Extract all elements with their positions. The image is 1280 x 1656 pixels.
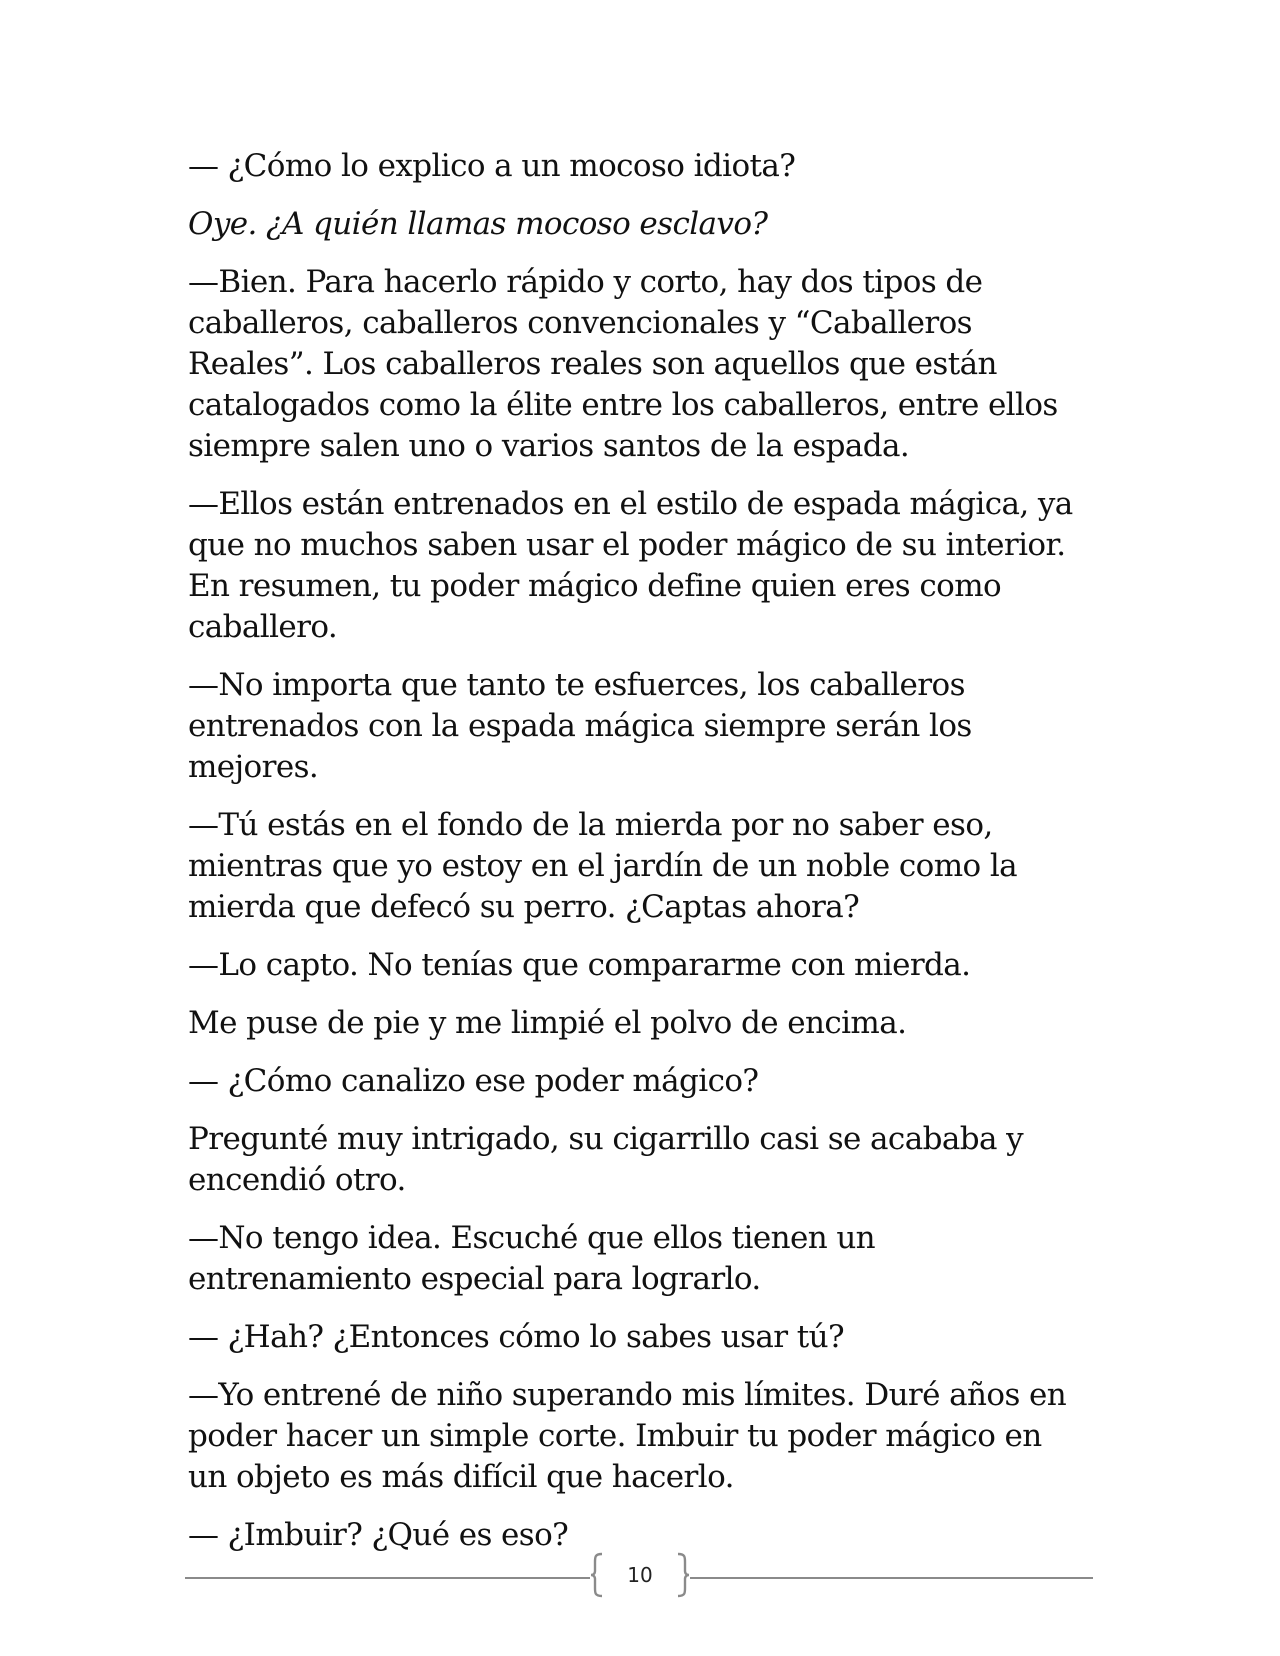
paragraph: — ¿Cómo lo explico a un mocoso idiota? — [188, 148, 796, 184]
paragraph: —Bien. Para hacerlo rápido y corto, hay dos tipos de caballeros, caballeros convencionales y “Caballeros Reales”. Los caballeros reales son aquellos que están catalogados como la élite entre los caballeros, entre ellos siempre salen uno o varios santos de la espada. — [188, 264, 1058, 464]
left-brace-icon — [590, 1552, 604, 1598]
footer-rule-right — [690, 1577, 1093, 1579]
right-brace-icon — [676, 1552, 690, 1598]
page-body — [188, 146, 1088, 1573]
paragraph: Pregunté muy intrigado, su cigarrillo casi se acababa y encendió otro. — [188, 1121, 1024, 1198]
paragraph: Oye. ¿A quién llamas mocoso esclavo? — [188, 206, 768, 242]
paragraph: — ¿Imbuir? ¿Qué es eso? — [188, 1517, 569, 1553]
paragraph: —Ellos están entrenados en el estilo de espada mágica, ya que no muchos saben usar el poder mágico de su interior. En resumen, tu poder mágico define quien eres como caballero. — [188, 486, 1073, 645]
paragraph: — ¿Hah? ¿Entonces cómo lo sabes usar tú? — [188, 1319, 844, 1355]
paragraph: —Yo entrené de niño superando mis límites. Duré años en poder hacer un simple corte. Imbuir tu poder mágico en un objeto es más difícil que hacerlo. — [188, 1377, 1067, 1495]
paragraph: Me puse de pie y me limpié el polvo de encima. — [188, 1005, 907, 1041]
paragraph: — ¿Cómo canalizo ese poder mágico? — [188, 1063, 759, 1099]
paragraph: —No importa que tanto te esfuerces, los caballeros entrenados con la espada mágica siempre serán los mejores. — [188, 667, 972, 785]
page-number: 10 — [627, 1563, 653, 1587]
paragraph: —Tú estás en el fondo de la mierda por no saber eso, mientras que yo estoy en el jardín de un noble como la mierda que defecó su perro. ¿Captas ahora? — [188, 807, 1018, 925]
footer-rule-left — [185, 1577, 590, 1579]
paragraph: —No tengo idea. Escuché que ellos tienen un entrenamiento especial para lograrlo. — [188, 1220, 876, 1297]
page-footer — [185, 1552, 1093, 1602]
paragraph: —Lo capto. No tenías que compararme con mierda. — [188, 947, 971, 983]
